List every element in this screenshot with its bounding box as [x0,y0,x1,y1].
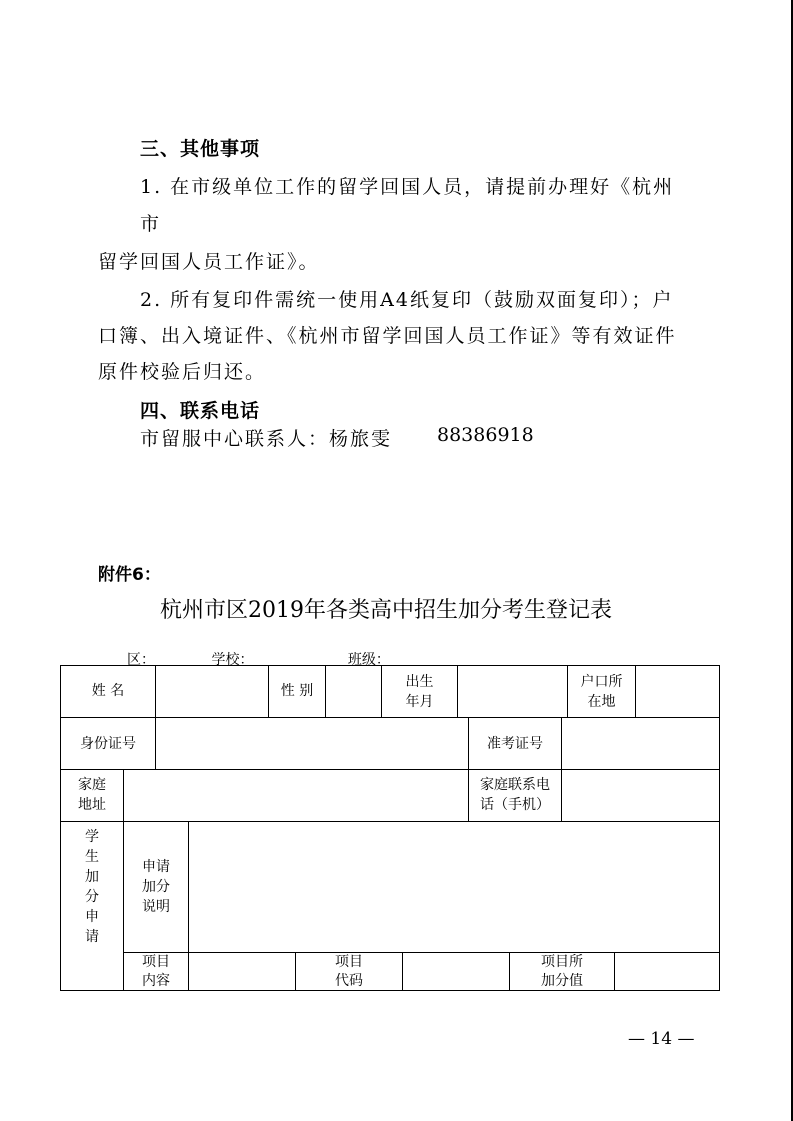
exam-field[interactable] [561,717,720,770]
section-heading-other: 三、其他事项 [140,138,261,160]
phone-field[interactable] [561,769,720,822]
birth-label-2: 年月 [405,694,434,710]
hukou-field[interactable] [635,665,720,718]
item-code-field[interactable] [402,952,510,991]
item-content-field[interactable] [188,952,296,991]
form-title: 杭州市区2019年各类高中招生加分考生登记表 [160,598,612,623]
school-blank[interactable] [253,651,337,666]
apply-desc-field[interactable] [188,821,720,953]
apply-vertical-label: 学生加分申请 [85,829,99,945]
attachment-label: 附件6： [98,565,161,585]
class-label: 班级： [347,652,390,668]
name-field[interactable] [155,665,269,718]
item-points-field[interactable] [614,952,720,991]
section-heading-contact: 四、联系电话 [140,400,261,422]
item-content-label-2: 内容 [142,973,170,989]
hukou-label-2: 在地 [587,694,616,710]
birth-field[interactable] [457,665,568,718]
phone-label-1: 家庭联系电 [480,777,550,793]
item2-line1: 2. 所有复印件需统一使用A4纸复印（鼓励双面复印）；户 [140,289,674,311]
exam-label: 准考证号 [487,736,543,752]
item-code-label-1: 项目 [335,954,363,970]
item2-line3: 原件校验后归还。 [98,361,267,383]
page-number: — 14 — [628,1029,695,1049]
id-label: 身份证号 [80,736,136,752]
apply-desc-label-3: 说明 [142,899,170,915]
district-label: 区： [127,652,155,668]
class-blank[interactable] [390,651,454,666]
item-code-label-2: 代码 [335,973,363,989]
gender-field[interactable] [325,665,382,718]
item-content-label-1: 项目 [142,954,170,970]
phone-label-2: 话（手机） [480,797,550,813]
id-field[interactable] [155,717,469,770]
hukou-label-1: 户口所 [580,674,623,690]
apply-desc-label-1: 申请 [142,859,170,875]
apply-desc-label-2: 加分 [142,879,170,895]
item1-line2: 市 [140,213,162,235]
address-label-2: 地址 [78,797,106,813]
item1-line3: 留学回国人员工作证》。 [98,251,320,273]
gender-label: 性 别 [280,683,314,699]
school-label: 学校： [211,652,254,668]
birth-label-1: 出生 [405,674,434,690]
item-points-label-2: 加分值 [541,973,583,989]
address-label-1: 家庭 [78,777,106,793]
item2-line2: 口簿、出入境证件、《杭州市留学回国人员工作证》等有效证件 [98,325,677,347]
item-points-label-1: 项目所 [541,954,583,970]
item1-line1: 1. 在市级单位工作的留学回国人员，请提前办理好《杭州 [140,176,675,198]
contact-person: 市留服中心联系人：杨旅雯 [140,428,393,450]
address-field[interactable] [123,769,469,822]
district-blank[interactable] [155,651,199,666]
contact-phone: 88386918 [437,424,534,446]
name-label: 姓 名 [91,683,125,699]
